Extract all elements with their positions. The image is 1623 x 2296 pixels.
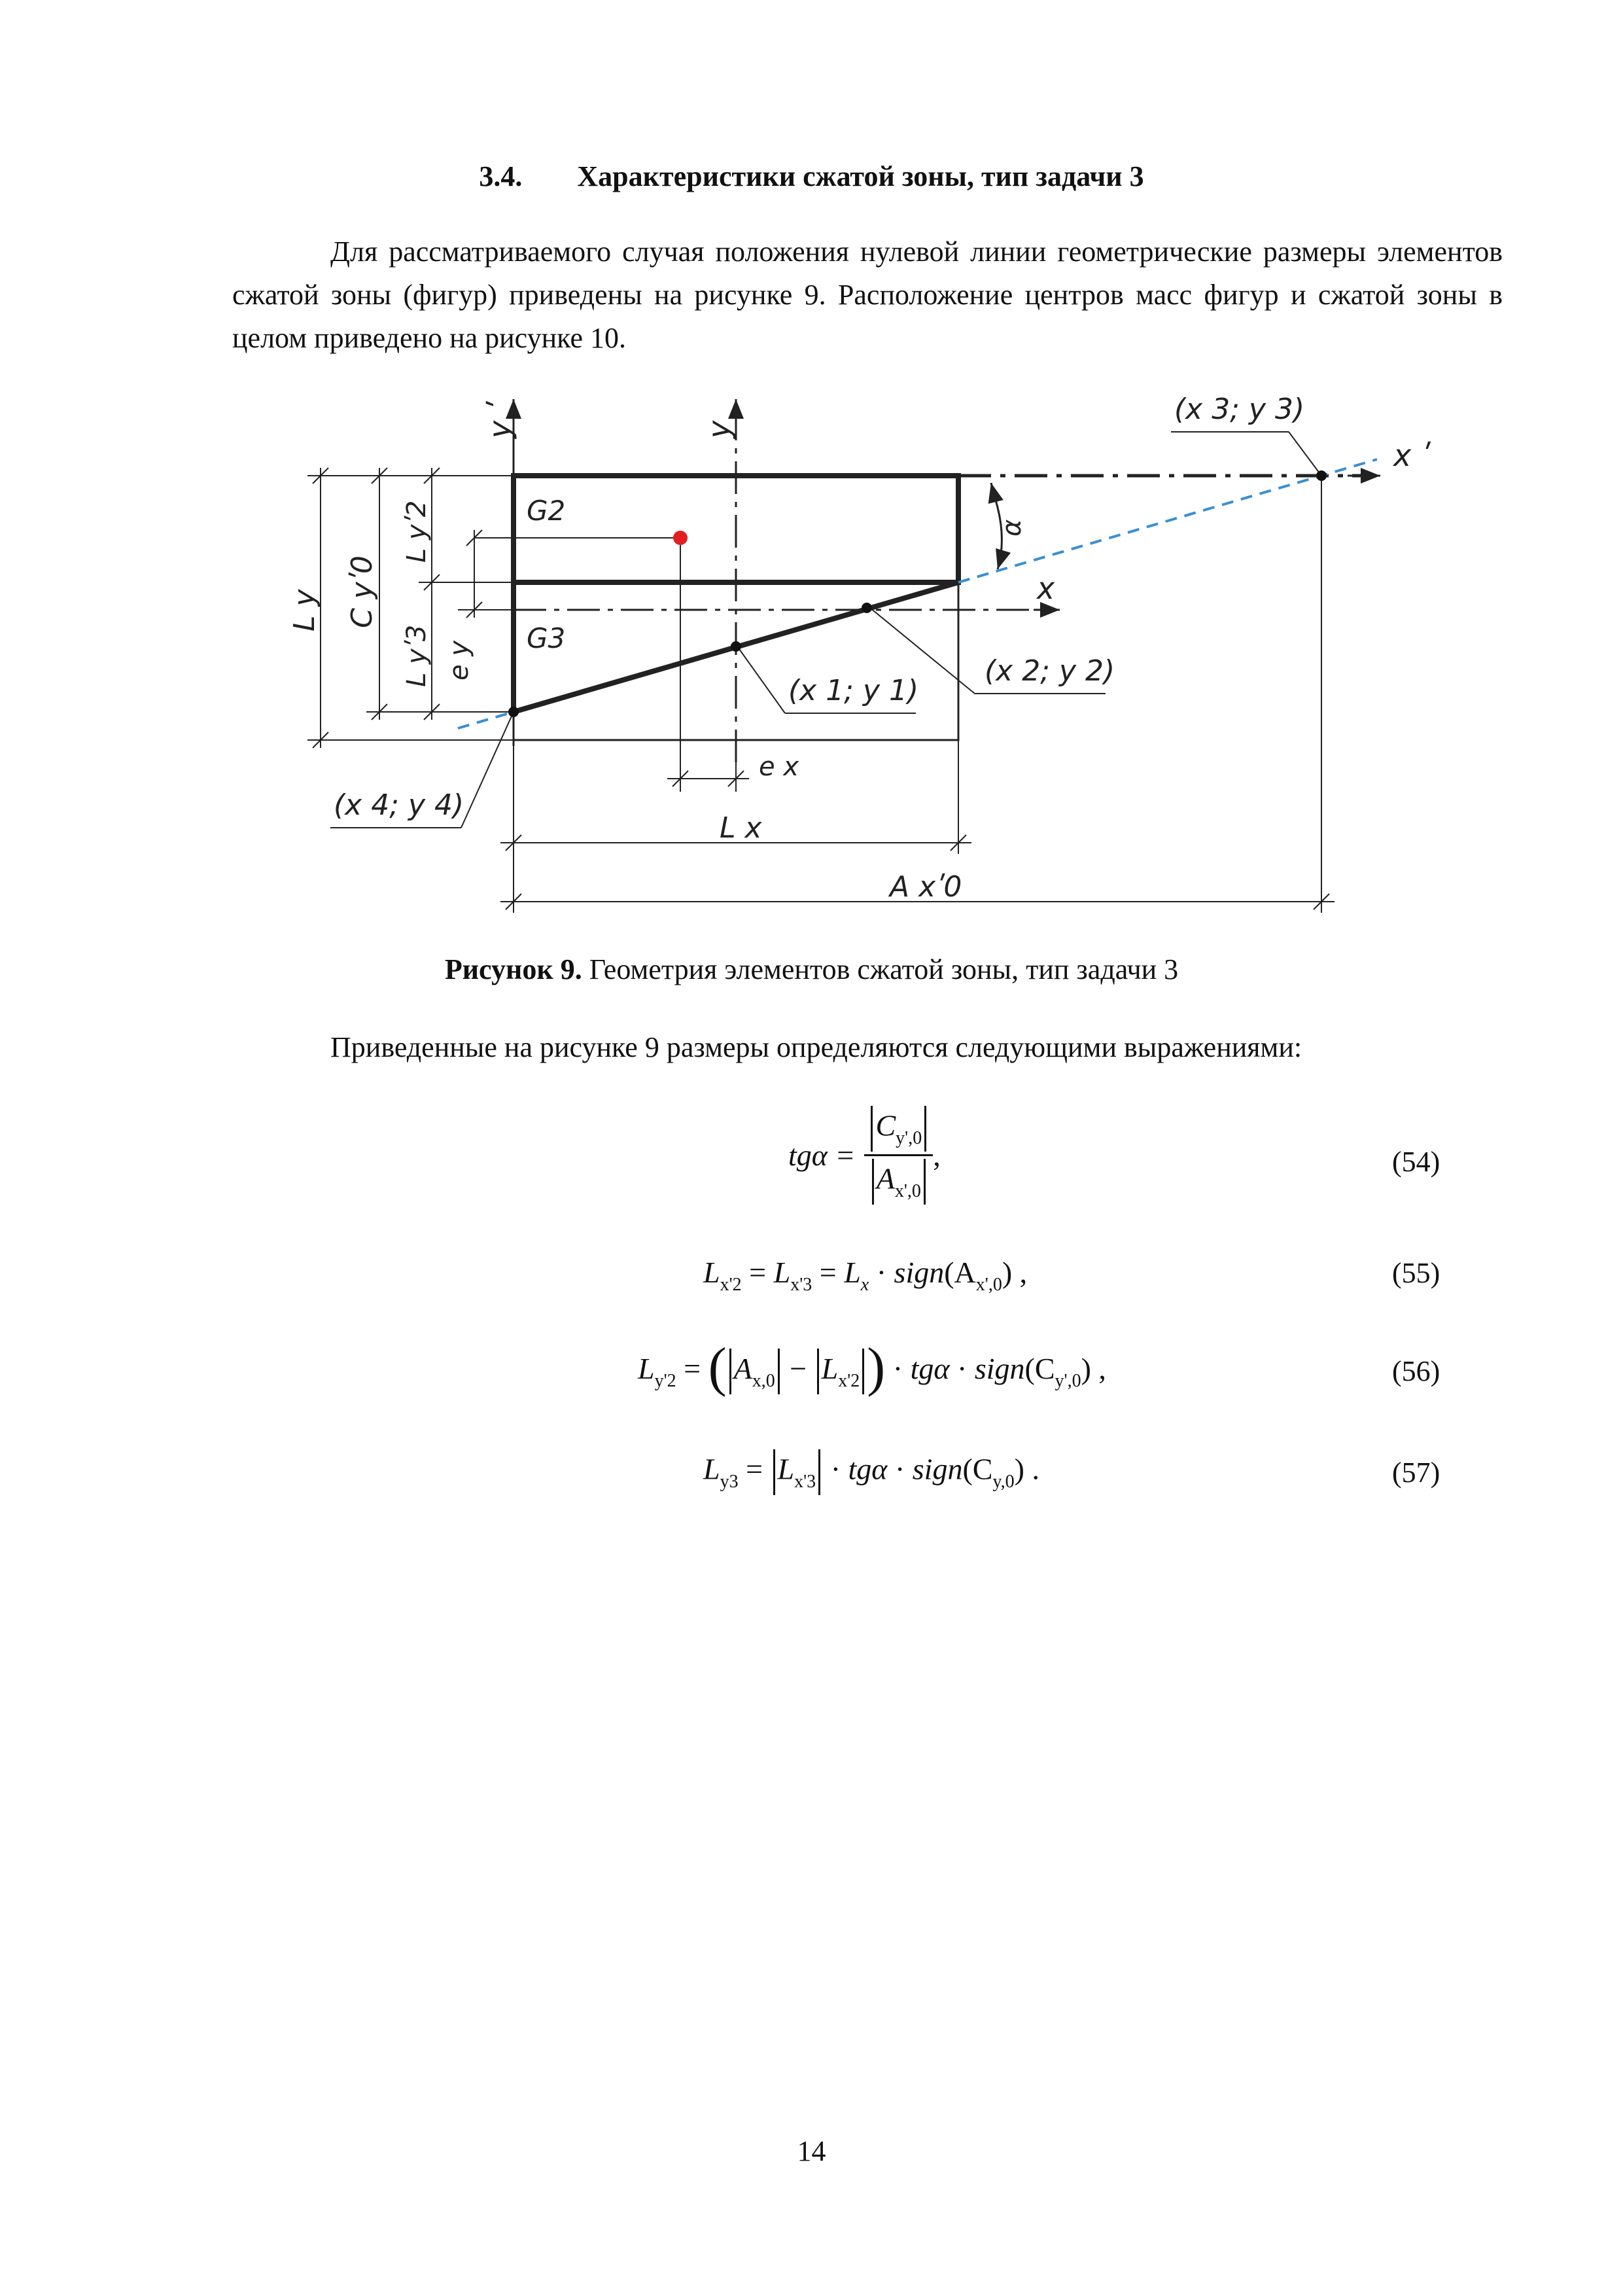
label-ey: e y — [444, 641, 474, 680]
label-x: x — [1037, 571, 1055, 606]
centroid-marker — [673, 531, 688, 545]
label-g2: G2 — [527, 495, 566, 527]
label-y: y — [701, 420, 737, 438]
equation-54: tgα = $C_{y',0}$ $A_{x',0}$ , — [788, 1106, 941, 1205]
equation-55-number: (55) — [1392, 1257, 1440, 1289]
label-ly2: L yʹ2 — [402, 500, 432, 563]
label-ex: e x — [759, 752, 799, 782]
label-p2: (x 2; y 2) — [985, 654, 1115, 688]
page-number: 14 — [797, 2135, 826, 2167]
label-ax0: A xʹ0 — [890, 870, 962, 904]
label-p4: (x 4; y 4) — [334, 788, 464, 822]
label-x-prime: x ʹ — [1393, 438, 1429, 473]
label-cy0: C yʹ0 — [345, 556, 379, 628]
label-p3: (x 3; y 3) — [1174, 393, 1305, 426]
figure-caption — [0, 953, 1623, 986]
label-g3: G3 — [527, 622, 566, 654]
label-p1: (x 1; y 1) — [788, 674, 919, 707]
equation-56: $L_{y'2}$ = ( $A_{x,0} - L_{x'2}$ ) · $tg\alpha \cdot sign(C_{y',0})$ , — [638, 1337, 1106, 1398]
equation-57: $L_{y3} = L_{x'3} \cdot tg\alpha$ · $sign(C_{y,0})$ . — [703, 1449, 1039, 1495]
equation-55: $L_{x'2} = L_{x'3} = L_x$ · $sign(A_{x',0})$ , — [703, 1256, 1028, 1295]
point-3 — [1316, 470, 1327, 481]
label-ly3: L yʹ3 — [402, 624, 432, 687]
label-lx: L x — [720, 811, 762, 845]
section-title: Характеристики сжатой зоны, тип задачи 3 — [577, 160, 1144, 192]
section-number: 3.4. — [479, 160, 523, 192]
point-1 — [731, 641, 741, 652]
equation-56-number: (56) — [1392, 1355, 1440, 1387]
paragraph-expressions: Приведенные на рисунке 9 размеры определяются следующими выражениями: — [330, 1031, 1302, 1063]
label-ly: L y — [288, 589, 321, 631]
label-y-prime: y ʹ — [482, 402, 517, 438]
equation-54-number: (54) — [1392, 1146, 1440, 1178]
point-4 — [508, 707, 519, 717]
label-alpha: α — [997, 519, 1027, 537]
neutral-line-extension-left — [458, 712, 514, 728]
figure-9-diagram — [0, 0, 1623, 942]
caption-text: Геометрия элементов сжатой зоны, тип задачи 3 — [582, 953, 1179, 985]
caption-label: Рисунок 9. — [444, 953, 582, 985]
paragraph-intro-text: Для рассматриваемого случая положения нулевой линии геометрические размеры элементов сжатой зоны (фигур) приведены на рисунке 9. Расположение центров масс фигур и сжатой зоны в целом приведено на рисунке 10. — [232, 236, 1503, 354]
point-2 — [862, 603, 872, 613]
equation-57-number: (57) — [1392, 1457, 1440, 1489]
